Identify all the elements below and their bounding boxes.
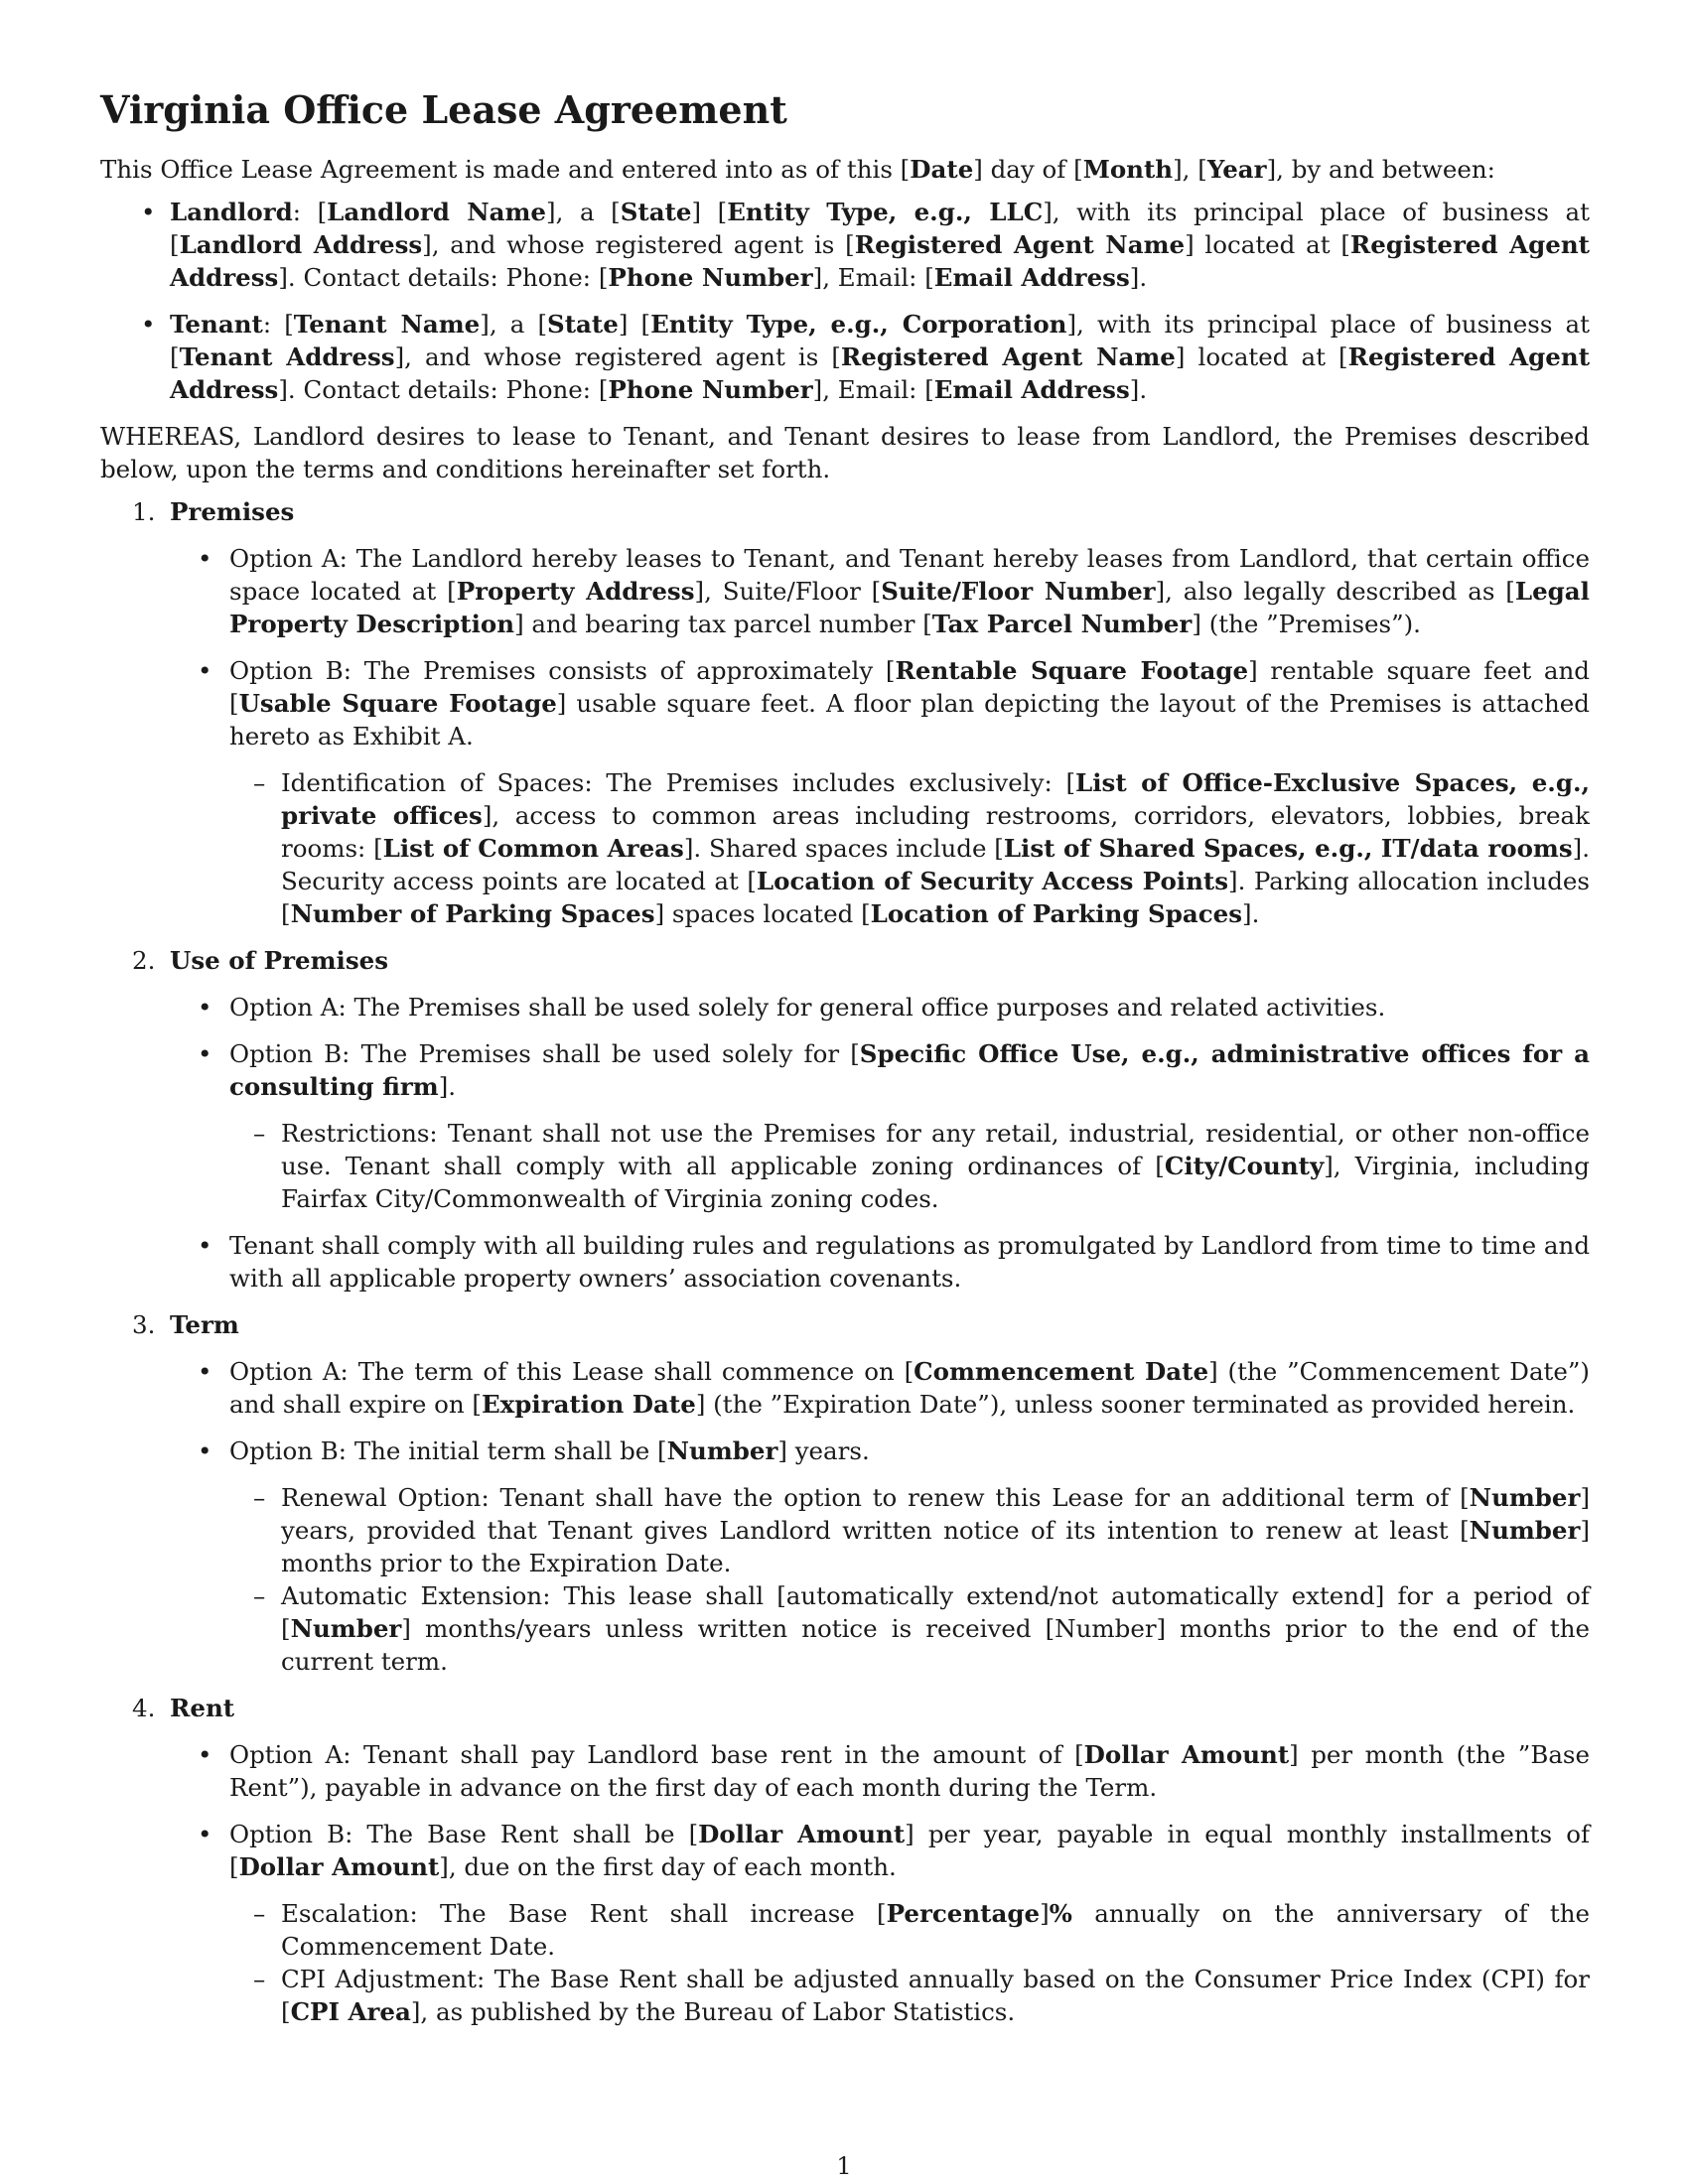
party-landlord: • Landlord: [Landlord Name], a [State] [Entity Type, e.g., LLC], with its principal place of business at [Landlord Address], and whose registered agent is [Registered Agent Name] located at [Registered Agent Address]. Contact details: Phone: [Phone Number], Email: [Email Address]. <box>100 196 1590 294</box>
option-text: Option B: The Premises shall be used solely for [Specific Office Use, e.g., administrative offices for a consulting firm]. <box>229 1039 1590 1101</box>
section-heading: Use of Premises <box>170 946 389 975</box>
option-item <box>170 1355 1590 1421</box>
option-text: Option B: The Base Rent shall be [Dollar Amount] per year, payable in equal monthly installments of [Dollar Amount], due on the first day of each month. <box>229 1820 1591 1881</box>
page-title: Virginia Office Lease Agreement <box>100 87 787 132</box>
option-text: Option A: The Premises shall be used solely for general office purposes and related activities. <box>229 993 1386 1022</box>
sub-clause-item: – Restrictions: Tenant shall not use the Premises for any retail, industrial, residential, or other non-office use. Tenant shall comply with all applicable zoning ordinances of [City/County], Virginia, including Fairfax City/Commonwealth of Virginia zoning codes. <box>229 1117 1590 1215</box>
section-number: 1. <box>132 497 156 526</box>
sub-clause-list <box>229 766 1590 930</box>
option-text: Option A: Tenant shall pay Landlord base rent in the amount of [Dollar Amount] per month (the ”Base Rent”), payable in advance on the first day of each month during the Term. <box>229 1740 1590 1802</box>
option-item <box>170 654 1590 930</box>
sub-clause-list <box>229 1481 1590 1678</box>
whereas-paragraph: WHEREAS, Landlord desires to lease to Tenant, and Tenant desires to lease from Landlord, the Premises described below, upon the terms and conditions hereinafter set forth. <box>100 422 1590 483</box>
sub-clause-item: – Automatic Extension: This lease shall [automatically extend/not automatically extend] for a period of [Number] months/years unless written notice is received [Number] months prior to the end of the current term. <box>229 1579 1590 1678</box>
sub-clause-item: – Identification of Spaces: The Premises includes exclusively: [List of Office-Exclusive Spaces, e.g., private offices], access to common areas including restrooms, corridors, elevators, lobbies, break rooms: [List of Common Areas]. Shared spaces include [List of Shared Spaces, e.g., IT/data rooms]. Security access points are located at [Location of Security Access Points]. Parking allocation includes [Number of Parking Spaces] spaces located [Location of Parking Spaces]. <box>229 766 1590 930</box>
intro-paragraph: This Office Lease Agreement is made and entered into as of this [Date] day of [Month], [Year], by and between: <box>100 155 1495 184</box>
section-heading: Term <box>170 1310 239 1339</box>
section-options-list <box>170 1738 1590 2028</box>
section-1 <box>100 495 1590 930</box>
section-heading: Rent <box>170 1694 235 1722</box>
option-item <box>170 1738 1590 1804</box>
section-options-list <box>170 991 1590 1295</box>
option-item <box>170 1434 1590 1678</box>
option-item <box>170 542 1590 640</box>
section-heading: Premises <box>170 497 295 526</box>
section-number: 2. <box>132 946 156 975</box>
document-body <box>100 87 1590 2042</box>
sub-clause-item: – Renewal Option: Tenant shall have the option to renew this Lease for an additional term of [Number] years, provided that Tenant gives Landlord written notice of its intention to renew at least [Number] months prior to the Expiration Date. <box>229 1481 1590 1579</box>
section-options-list <box>170 1355 1590 1678</box>
option-text: Tenant shall comply with all building rules and regulations as promulgated by Landlord from time to time and with all applicable property owners’ association covenants. <box>229 1231 1590 1293</box>
option-text: Option B: The Premises consists of approximately [Rentable Square Footage] rentable square feet and [Usable Square Footage] usable square feet. A floor plan depicting the layout of the Premises is attached hereto as Exhibit A. <box>229 656 1590 751</box>
party-tenant: • Tenant: [Tenant Name], a [State] [Entity Type, e.g., Corporation], with its principal place of business at [Tenant Address], and whose registered agent is [Registered Agent Name] located at [Registered Agent Address]. Contact details: Phone: [Phone Number], Email: [Email Address]. <box>100 308 1590 406</box>
section-options-list <box>170 542 1590 930</box>
option-text: Option B: The initial term shall be [Number] years. <box>229 1436 870 1465</box>
section-number: 3. <box>132 1310 156 1339</box>
option-item <box>170 1037 1590 1215</box>
option-text: Option A: The Landlord hereby leases to Tenant, and Tenant hereby leases from Landlord, that certain office space located at [Property Address], Suite/Floor [Suite/Floor Number], also legally described as [Legal Property Description] and bearing tax parcel number [Tax Parcel Number] (the ”Premises”). <box>229 544 1590 638</box>
option-item <box>170 1818 1590 2028</box>
section-3 <box>100 1308 1590 1678</box>
section-4 <box>100 1692 1590 2028</box>
option-item <box>170 1229 1590 1295</box>
parties-list <box>100 196 1590 406</box>
sections-list <box>100 495 1590 2028</box>
option-text: Option A: The term of this Lease shall commence on [Commencement Date] (the ”Commencement Date”) and shall expire on [Expiration Date] (the ”Expiration Date”), unless sooner terminated as provided herein. <box>229 1357 1590 1419</box>
section-2 <box>100 944 1590 1295</box>
sub-clause-list <box>229 1117 1590 1215</box>
sub-clause-item: – CPI Adjustment: The Base Rent shall be adjusted annually based on the Consumer Price Index (CPI) for [CPI Area], as published by the Bureau of Labor Statistics. <box>229 1963 1590 2028</box>
sub-clause-list <box>229 1897 1590 2028</box>
sub-clause-item: – Escalation: The Base Rent shall increase [Percentage]% annually on the anniversary of the Commencement Date. <box>229 1897 1590 1963</box>
section-number: 4. <box>132 1694 156 1722</box>
page-number: 1 <box>836 2152 852 2180</box>
option-item <box>170 991 1590 1024</box>
